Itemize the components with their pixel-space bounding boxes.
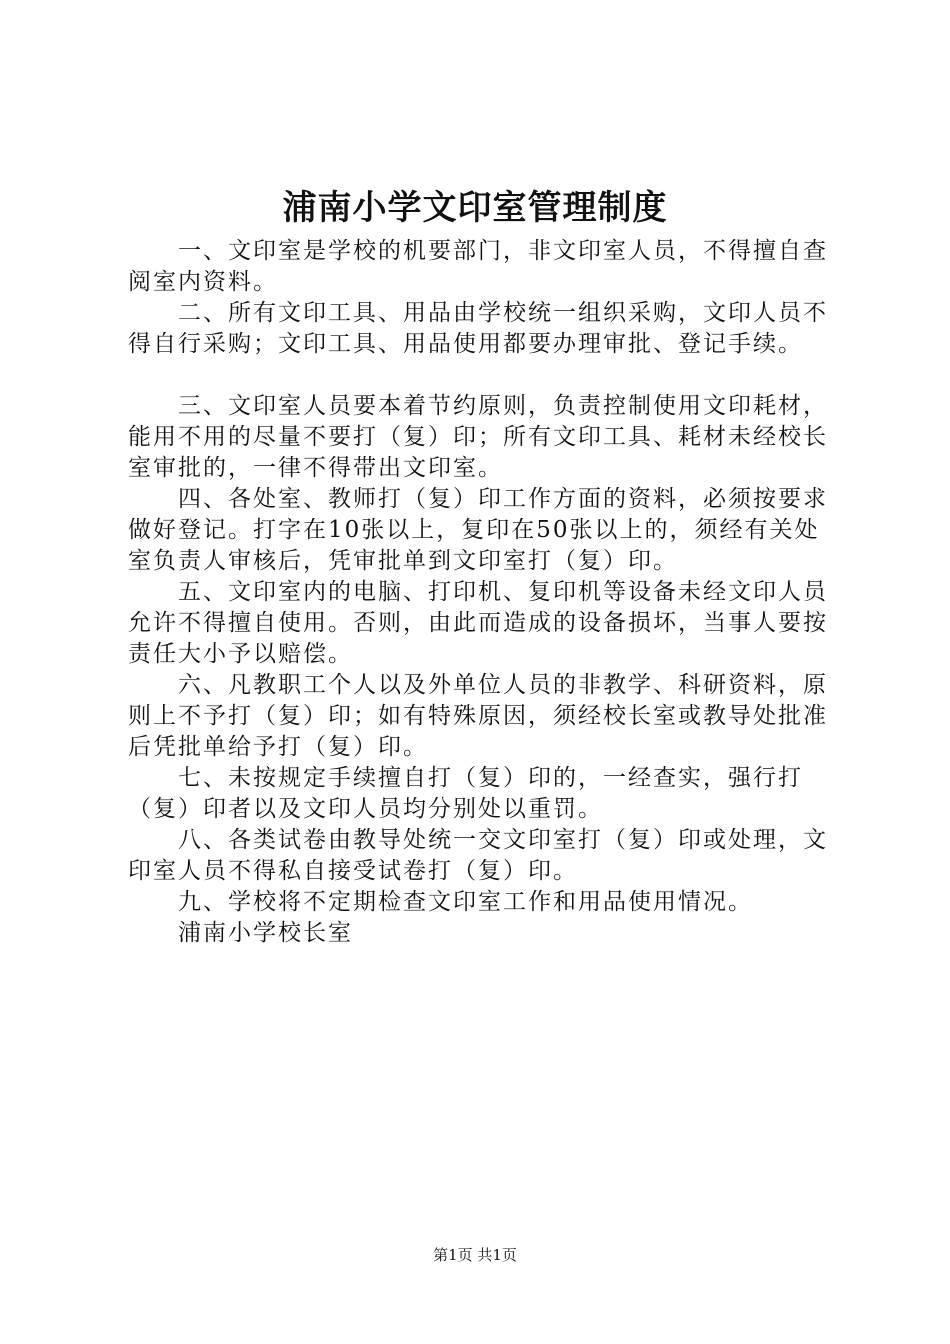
paragraph-4: 四、各处室、教师打（复）印工作方面的资料，必须按要求做好登记。打字在10张以上，复印在50张以上的，须经有关处室负责人审核后，凭审批单到文印室打（复）印。 — [128, 486, 828, 574]
paragraph-3: 三、文印室人员要本着节约原则，负责控制使用文印耗材，能用不用的尽量不要打（复）印；所有文印工具、耗材未经校长室审批的，一律不得带出文印室。 — [128, 393, 828, 481]
paragraph-8: 八、各类试卷由教导处统一交文印室打（复）印或处理，文印室人员不得私自接受试卷打（复）印。 — [128, 827, 828, 884]
paragraph-7: 七、未按规定手续擅自打（复）印的，一经查实，强行打（复）印者以及文印人员均分别处以重罚。 — [128, 765, 803, 822]
document-title: 浦南小学文印室管理制度 — [282, 188, 668, 228]
signature: 浦南小学校长室 — [178, 920, 353, 946]
paragraph-5: 五、文印室内的电脑、打印机、复印机等设备未经文印人员允许不得擅自使用。否则，由此而造成的设备损坏，当事人要按责任大小予以赔偿。 — [128, 579, 828, 667]
paragraph-spacer — [128, 360, 834, 391]
document-body — [128, 236, 834, 949]
paragraph-2: 二、所有文印工具、用品由学校统一组织采购，文印人员不得自行采购；文印工具、用品使用都要办理审批、登记手续。 — [128, 300, 828, 357]
paragraph-1: 一、文印室是学校的机要部门，非文印室人员，不得擅自查阅室内资料。 — [128, 238, 828, 295]
page-footer: 第1页 共1页 — [433, 1246, 517, 1264]
paragraph-9: 九、学校将不定期检查文印室工作和用品使用情况。 — [178, 889, 753, 915]
paragraph-6: 六、凡教职工个人以及外单位人员的非教学、科研资料，原则上不予打（复）印；如有特殊原因，须经校长室或教导处批准后凭批单给予打（复）印。 — [128, 672, 828, 760]
